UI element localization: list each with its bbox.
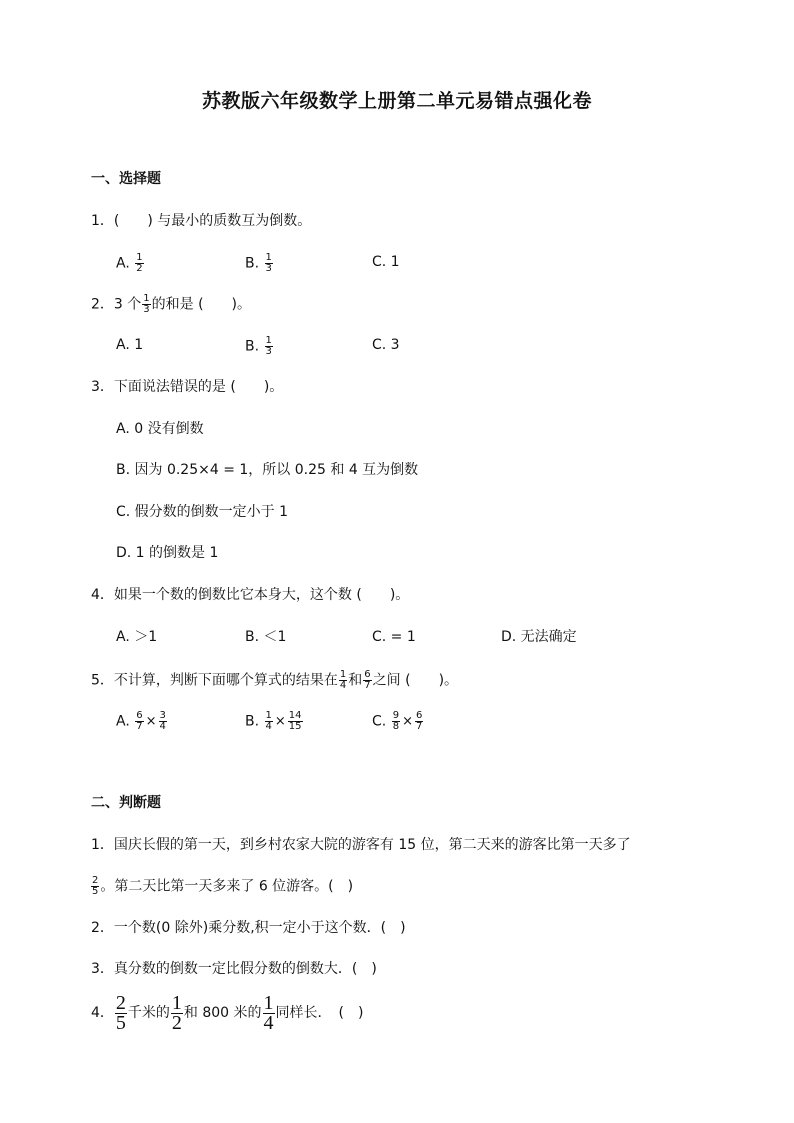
- fraction: $\frac{1}{4}$: [265, 710, 272, 732]
- judge-1-line1: 1．国庆长假的第一天，到乡村农家大院的游客有 15 位，第二天来的游客比第一天多了: [91, 837, 631, 853]
- option-label: A.: [116, 713, 130, 730]
- q4-option-b[interactable]: B. ＜1: [245, 629, 287, 645]
- q3-option-c[interactable]: C. 假分数的倒数一定小于 1: [116, 504, 289, 520]
- fraction: $\frac{1}{2}$: [171, 991, 182, 1034]
- q5-option-a[interactable]: [116, 711, 168, 732]
- fraction: $\frac{2}{5}$: [92, 875, 99, 897]
- judge-1-line2: $\frac{2}{5}$ 。第二天比第一天多来了 6 位游客。( ): [92, 875, 354, 897]
- q5-option-b[interactable]: [245, 711, 304, 732]
- q5-option-c[interactable]: [372, 711, 424, 732]
- fraction: $\frac{6}{7}$: [364, 669, 371, 691]
- fraction: $\frac{1}{2}$: [136, 252, 143, 274]
- judge-4: 4． $\frac{2}{5}$ 千米的 $\frac{1}{2}$ 和 800 米的 $\frac{1}{4}$ 同样长． ( ): [91, 991, 364, 1034]
- judge-2: 2．一个数(0 除外)乘分数,积一定小于这个数．( ): [91, 920, 406, 936]
- judge-3: 3．真分数的倒数一定比假分数的倒数大．( ): [91, 961, 377, 977]
- q3-option-a[interactable]: A. 0 没有倒数: [116, 421, 204, 437]
- section-heading-judge: 二、判断题: [91, 795, 161, 811]
- q1-option-a[interactable]: [116, 253, 145, 274]
- question-5-stem: 5．不计算，判断下面哪个算式的结果在 $\frac{1}{4}$ 和 $\frac{6}{7}$ 之间 ( )。: [91, 669, 459, 691]
- page-title: 苏教版六年级数学上册第二单元易错点强化卷: [201, 90, 592, 112]
- q1-option-b[interactable]: [245, 253, 274, 274]
- option-label: B.: [245, 713, 260, 730]
- q2-option-a[interactable]: A. 1: [116, 337, 144, 353]
- times-sign: ×: [274, 713, 286, 729]
- question-2-stem: 2．3 个 $\frac{1}{3}$ 的和是 ( )。: [91, 293, 252, 315]
- times-sign: ×: [145, 713, 157, 729]
- q2-option-b[interactable]: [245, 336, 274, 357]
- times-sign: ×: [402, 713, 413, 729]
- fraction: $\frac{2}{5}$: [115, 991, 126, 1034]
- q4-option-c[interactable]: C. = 1: [372, 629, 416, 645]
- question-1-stem: 1．( ) 与最小的质数互为倒数。: [91, 213, 312, 229]
- option-label: B.: [245, 338, 260, 355]
- q3-option-b[interactable]: B. 因为 0.25×4 = 1，所以 0.25 和 4 互为倒数: [116, 462, 419, 478]
- fraction: $\frac{6}{7}$: [136, 710, 143, 732]
- section-heading-choice: 一、选择题: [91, 171, 161, 187]
- q2-option-c[interactable]: C. 3: [372, 337, 400, 353]
- option-label: A.: [116, 255, 130, 272]
- option-label: C.: [372, 713, 387, 730]
- fraction: $\frac{1}{4}$: [263, 991, 274, 1034]
- fraction: $\frac{9}{8}$: [392, 710, 400, 732]
- q3-option-d[interactable]: D. 1 的倒数是 1: [116, 545, 219, 561]
- q4-option-d[interactable]: D. 无法确定: [501, 629, 577, 645]
- option-label: B.: [245, 255, 260, 272]
- question-4-stem: 4．如果一个数的倒数比它本身大，这个数 ( )。: [91, 587, 410, 603]
- question-3-stem: 3．下面说法错误的是 ( )。: [91, 379, 284, 395]
- fraction: $\frac{1}{3}$: [143, 293, 150, 315]
- q1-option-c[interactable]: C. 1: [372, 254, 400, 270]
- fraction: $\frac{1}{4}$: [339, 669, 347, 691]
- fraction: $\frac{14}{15}$: [288, 710, 302, 732]
- q4-option-a[interactable]: A. ＞1: [116, 629, 158, 645]
- fraction: $\frac{6}{7}$: [415, 710, 423, 732]
- fraction: $\frac{3}{4}$: [159, 710, 166, 732]
- fraction: $\frac{1}{3}$: [265, 335, 272, 357]
- fraction: $\frac{1}{3}$: [265, 252, 272, 274]
